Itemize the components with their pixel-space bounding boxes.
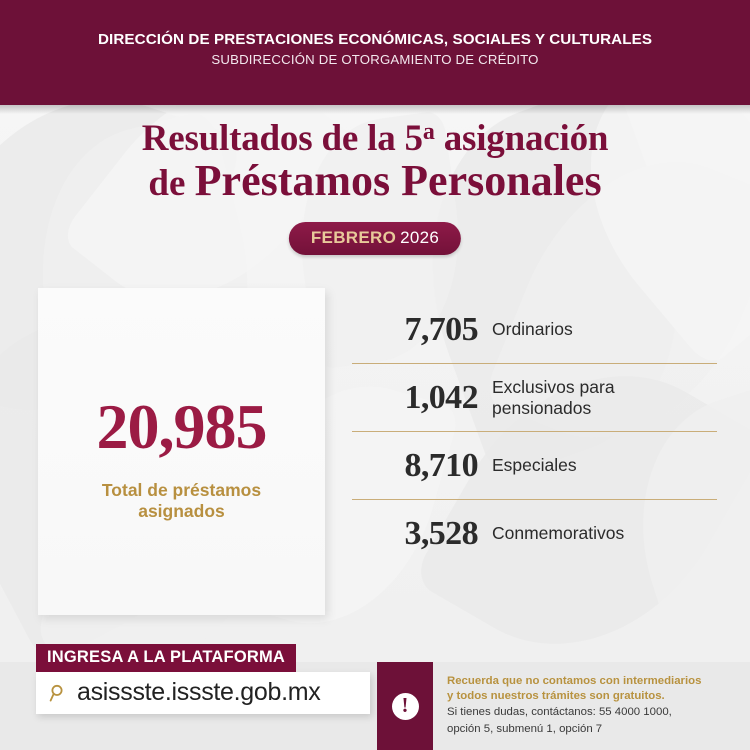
stat-label: Exclusivos para pensionados (492, 377, 615, 418)
search-icon (49, 683, 69, 703)
header-band (0, 0, 750, 105)
page-title-line-1 (0, 118, 750, 159)
warning-highlight-line-1: Recuerda que no contamos con intermediarios (447, 675, 702, 687)
page-title-line-1-suffix: asignación (434, 118, 609, 159)
warning-icon-block (377, 662, 433, 750)
stat-value: 7,705 (404, 310, 478, 348)
table-row (352, 296, 717, 363)
platform-url-bar[interactable] (36, 672, 370, 714)
stat-value: 3,528 (404, 514, 478, 552)
period-badge-month: FEBRERO (310, 228, 397, 247)
stat-value: 8,710 (404, 446, 478, 484)
stat-label: Ordinarios (492, 319, 573, 340)
page-title-ordinal: a (422, 119, 435, 145)
page-title-line-1-prefix: Resultados de la 5 (141, 118, 423, 159)
page-title-line-2-prefix: de (148, 163, 195, 205)
platform-url-text[interactable]: asissste.issste.gob.mx (77, 678, 321, 706)
loan-type-breakdown-list (352, 296, 717, 567)
table-row (352, 431, 717, 499)
table-row (352, 499, 717, 567)
warning-text-block (447, 674, 737, 738)
total-loans-label: Total de préstamos asignados (101, 480, 262, 521)
page-title (0, 118, 750, 206)
total-loans-value: 20,985 (96, 391, 267, 462)
page-title-line-2-main: Préstamos Personales (194, 156, 602, 206)
header-title-primary: DIRECCIÓN DE PRESTACIONES ECONÓMICAS, SOCIALES Y CULTURALES (97, 31, 653, 48)
stat-value: 1,042 (404, 378, 478, 416)
warning-detail-line-1: Si tienes dudas, contáctanos: 55 4000 1000, (447, 706, 672, 719)
stat-label: Especiales (492, 455, 577, 476)
header-title-secondary: SUBDIRECCIÓN DE OTORGAMIENTO DE CRÉDITO (211, 52, 539, 67)
platform-cta-tag: INGRESA A LA PLATAFORMA (36, 644, 296, 672)
table-row (352, 363, 717, 431)
warning-detail-line-2: opción 5, submenú 1, opción 7 (447, 722, 603, 735)
page-title-line-2 (0, 157, 750, 205)
period-badge-year: 2026 (400, 228, 440, 247)
total-loans-card (38, 288, 325, 615)
period-badge (289, 222, 461, 255)
platform-cta (36, 644, 370, 714)
warning-highlight-line-2: y todos nuestros trámites son gratuitos. (447, 690, 665, 703)
stat-label: Conmemorativos (492, 523, 625, 544)
exclamation-icon: ! (392, 693, 419, 720)
header-shadow (0, 105, 750, 114)
